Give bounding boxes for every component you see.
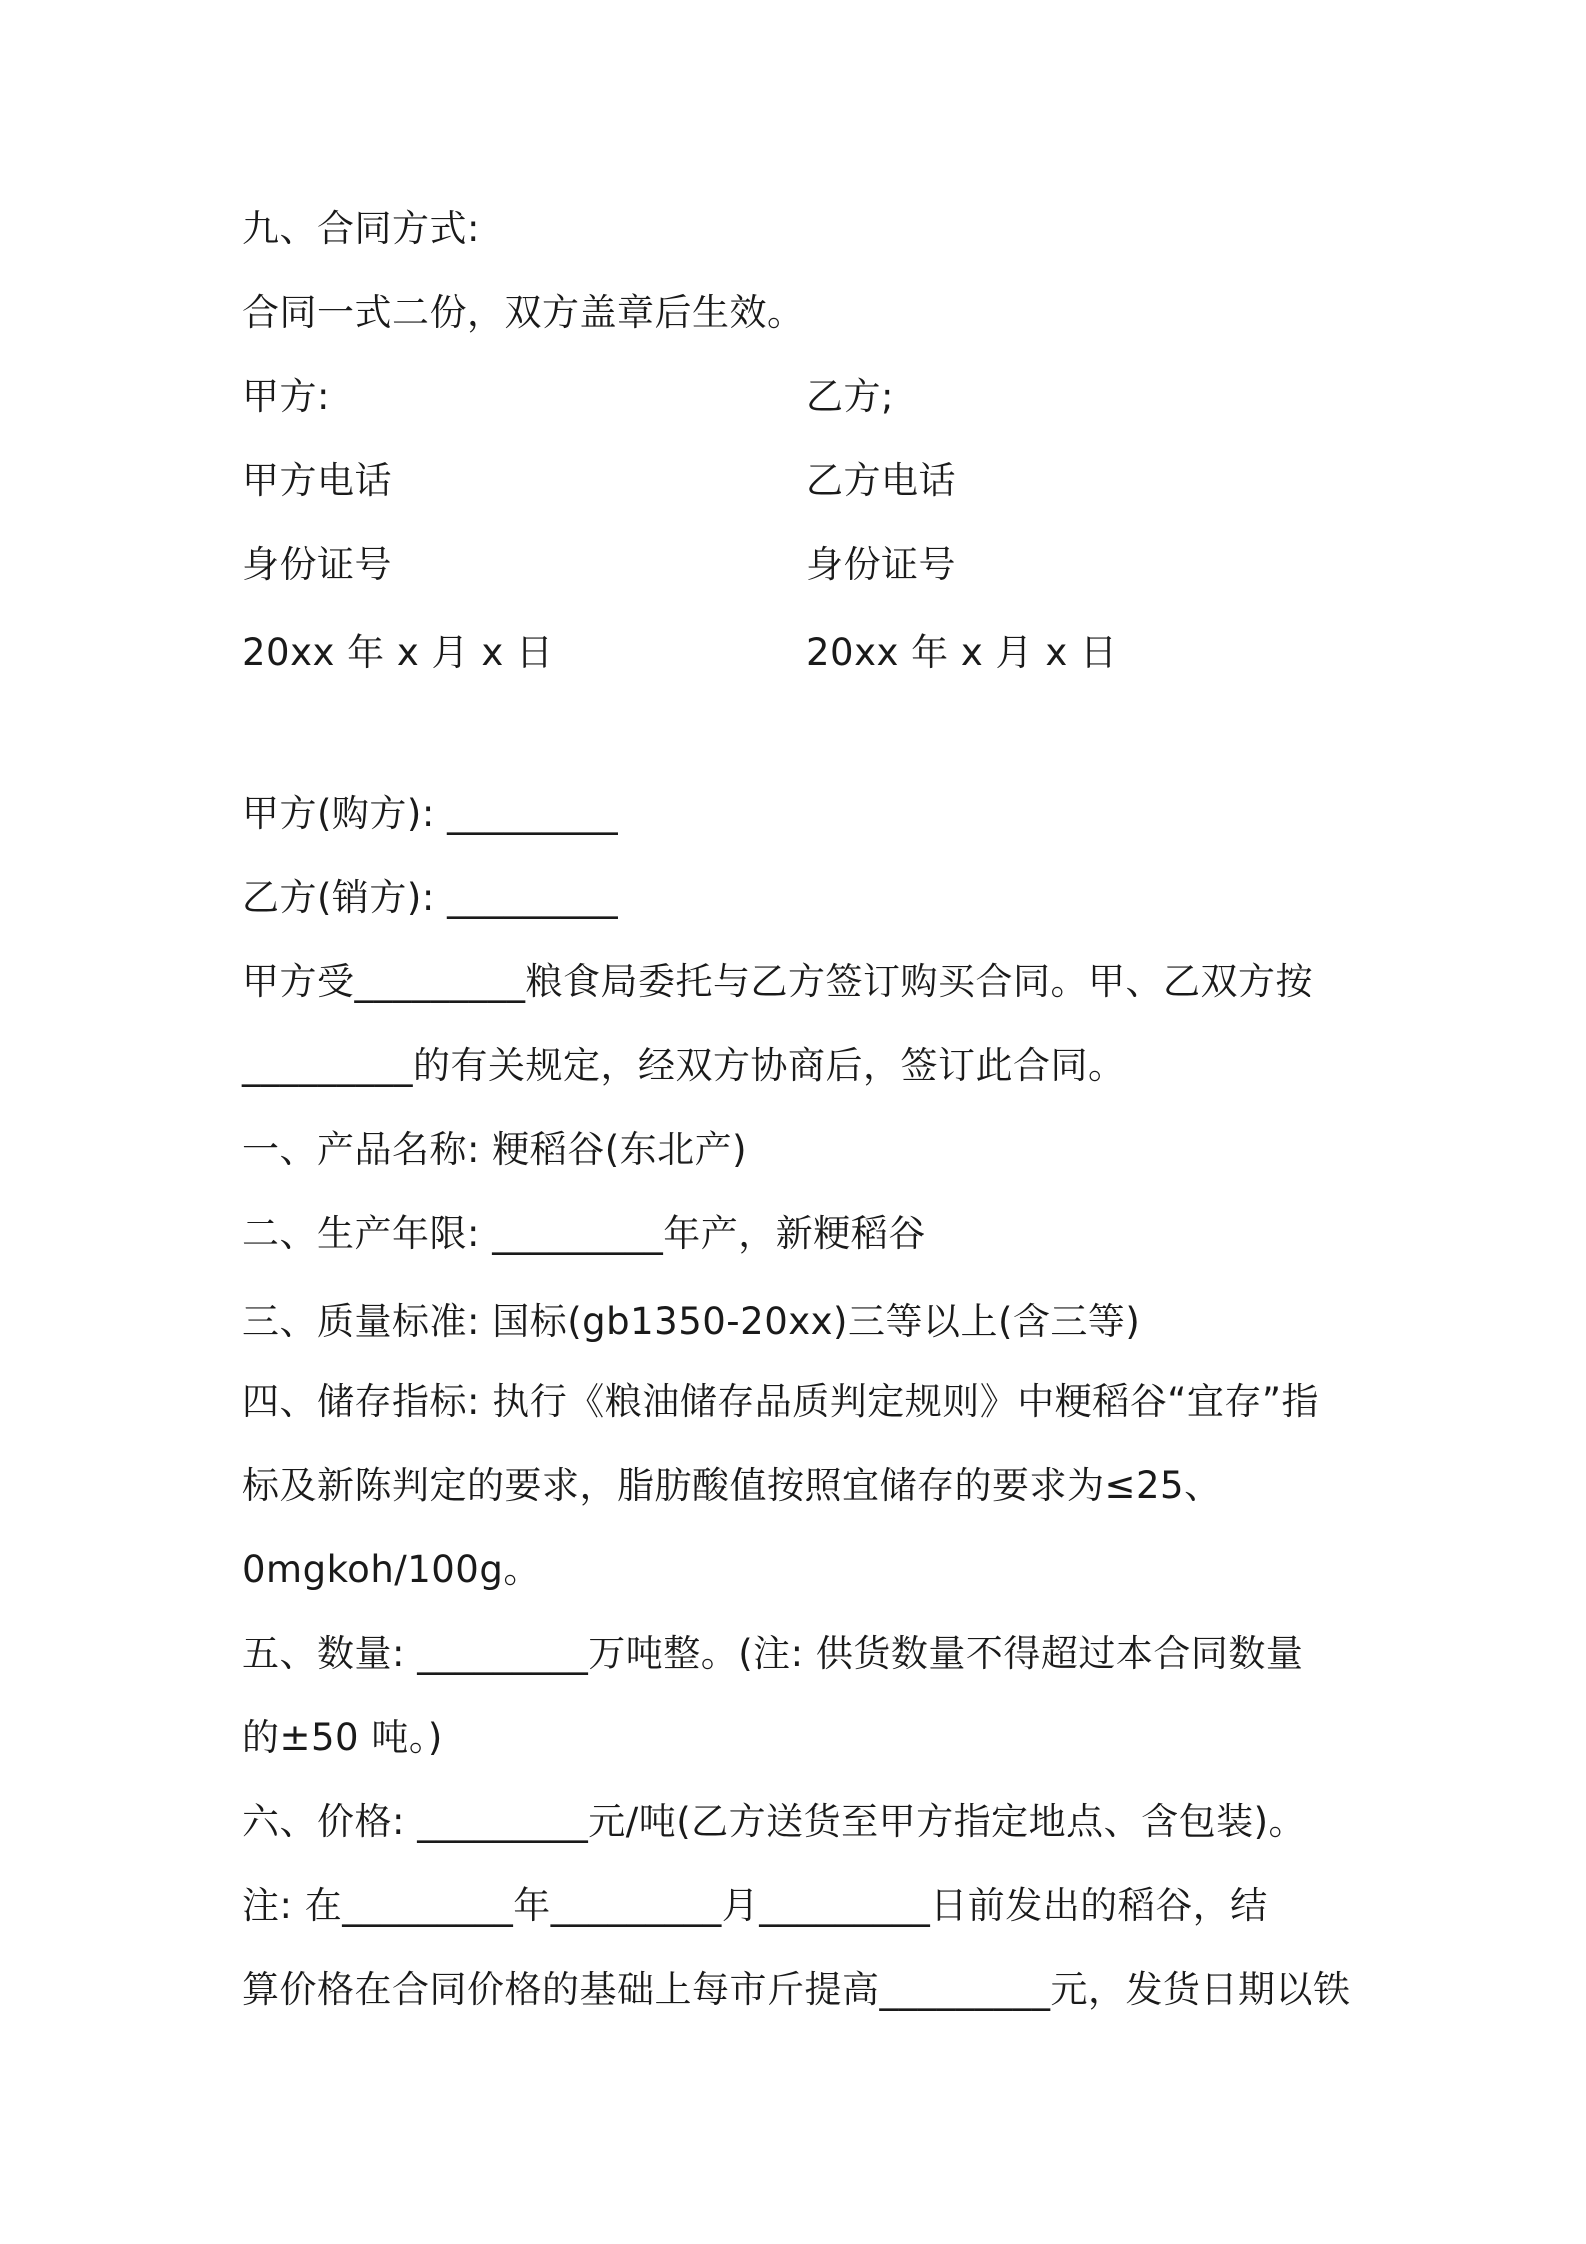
price-line: 六、价格: _________元/吨(乙方送货至甲方指定地点、含包装)。 <box>242 1800 1307 1843</box>
party-a-id-number: 身份证号 <box>242 543 392 586</box>
quality-standard-line: 三、质量标准: 国标(gb1350-20xx)三等以上(含三等) <box>242 1300 1141 1343</box>
note-line-2: 算价格在合同价格的基础上每市斤提高_________元，发货日期以铁 <box>242 1968 1351 2011</box>
seller-line: 乙方(销方): _________ <box>242 876 619 919</box>
party-b-label: 乙方; <box>806 375 894 418</box>
product-name-line: 一、产品名称: 粳稻谷(东北产) <box>242 1128 748 1171</box>
quantity-line-2: 的±50 吨。) <box>242 1716 443 1759</box>
party-a-phone: 甲方电话 <box>242 459 392 502</box>
quantity-line-1: 五、数量: _________万吨整。(注: 供货数量不得超过本合同数量 <box>242 1632 1304 1675</box>
production-year-line: 二、生产年限: _________年产，新粳稻谷 <box>242 1212 926 1255</box>
note-line-1: 注: 在_________年_________月_________日前发出的稻谷，结 <box>242 1884 1268 1927</box>
storage-index-line-1: 四、储存指标: 执行《粮油储存品质判定规则》中粳稻谷“宜存”指 <box>242 1380 1320 1423</box>
party-b-id-number: 身份证号 <box>806 543 956 586</box>
party-b-date: 20xx 年 x 月 x 日 <box>806 631 1118 674</box>
entrust-paragraph-line-2: _________的有关规定，经双方协商后，签订此合同。 <box>242 1044 1126 1087</box>
storage-index-line-3: 0mgkoh/100g。 <box>242 1548 541 1591</box>
section-9-heading: 九、合同方式: <box>242 207 480 250</box>
buyer-line: 甲方(购方): _________ <box>242 792 619 835</box>
entrust-paragraph-line-1: 甲方受_________粮食局委托与乙方签订购买合同。甲、乙双方按 <box>242 960 1313 1003</box>
contract-copies-text: 合同一式二份，双方盖章后生效。 <box>242 291 805 334</box>
storage-index-line-2: 标及新陈判定的要求，脂肪酸值按照宜储存的要求为≤25、 <box>242 1464 1222 1507</box>
party-a-label: 甲方: <box>242 375 330 418</box>
party-a-date: 20xx 年 x 月 x 日 <box>242 631 554 674</box>
party-b-phone: 乙方电话 <box>806 459 956 502</box>
